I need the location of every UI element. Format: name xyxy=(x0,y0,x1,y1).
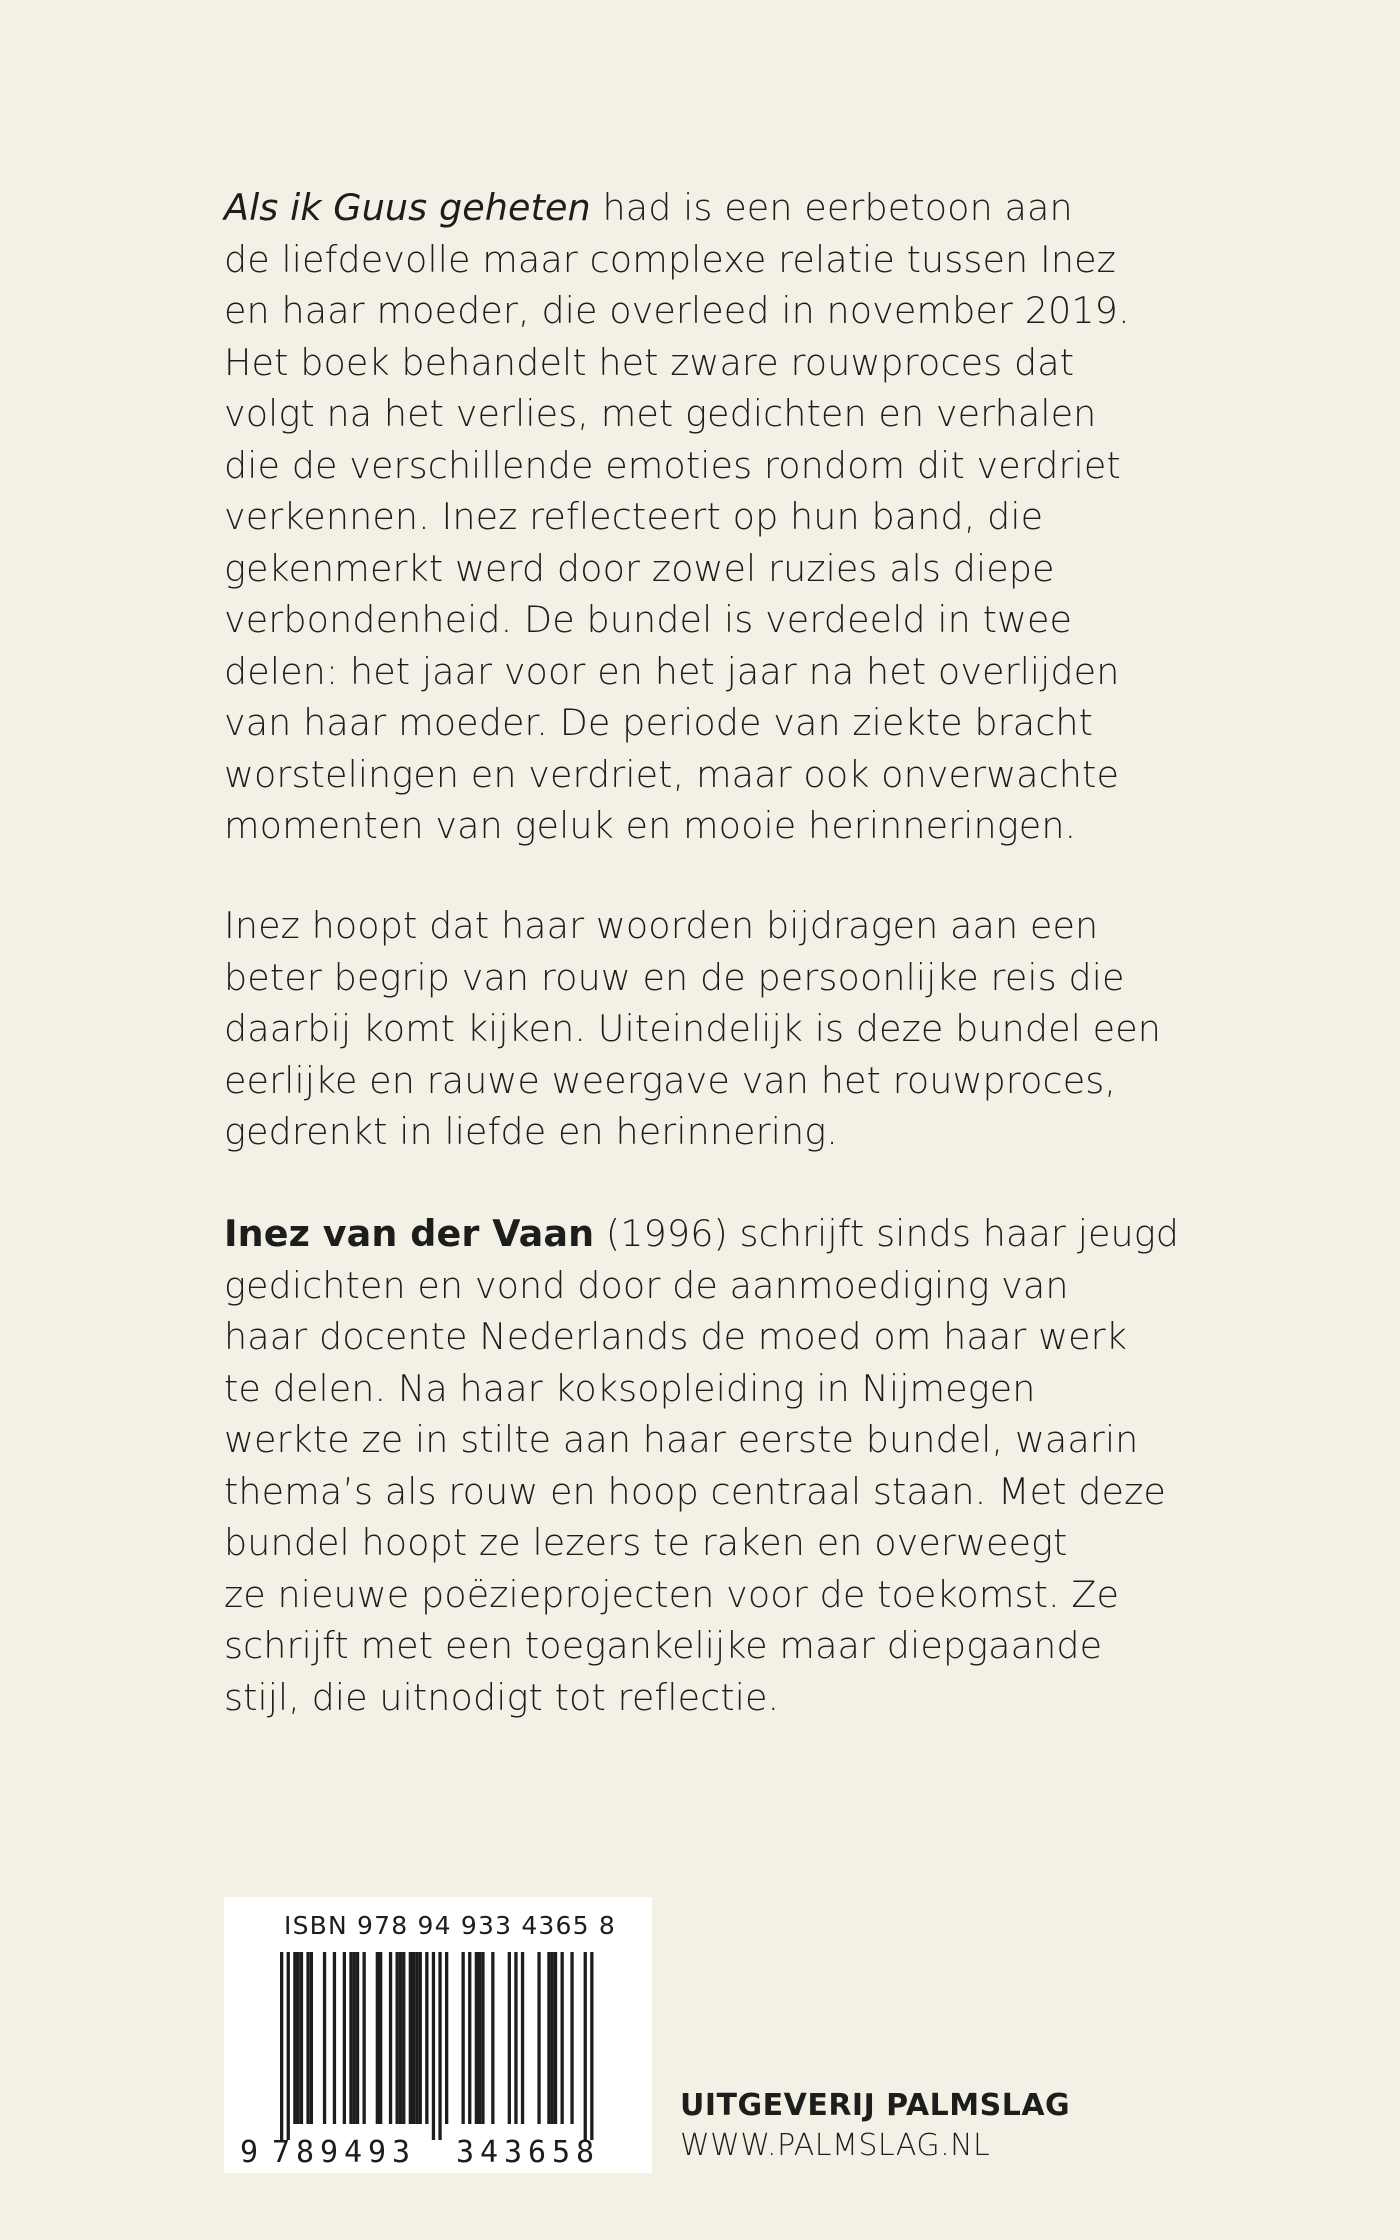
book-title: Als ik Guus geheten xyxy=(224,186,591,229)
barcode-bar xyxy=(491,1952,494,2124)
barcode-graphic xyxy=(224,1897,652,2173)
barcode-bar xyxy=(376,1952,379,2124)
barcode-bar xyxy=(293,1952,296,2124)
barcode-bar xyxy=(514,1952,517,2124)
barcode-bar xyxy=(551,1952,554,2124)
blurb-line: Het boek behandelt het zware rouwproces dat xyxy=(224,340,1075,384)
blurb-paragraph-2 xyxy=(224,900,1204,1158)
barcode-bar xyxy=(508,1952,511,2124)
blurb-line: Inez hoopt dat haar woorden bijdragen aan een xyxy=(224,904,1099,947)
blurb-line: Inez van der Vaan (1996) schrijft sinds haar jeugd xyxy=(224,1212,1180,1255)
barcode-bar xyxy=(415,1952,418,2124)
blurb-line: verkennen. Inez reflecteert op hun band, die xyxy=(224,495,1044,538)
barcode-bar xyxy=(323,1952,326,2124)
blurb-line: eerlijke en rauwe weergave van het rouwproces, xyxy=(224,1058,1117,1102)
barcode-bar xyxy=(561,1952,564,2124)
blurb-line: worstelingen en verdriet, maar ook onverwachte xyxy=(224,752,1119,796)
blurb-line: thema’s als rouw en hoop centraal staan. Met deze xyxy=(224,1469,1166,1513)
barcode-digits-left: 789493 xyxy=(272,2135,410,2170)
blurb-line: gedichten en vond door de aanmoediging van xyxy=(224,1263,1069,1307)
blurb-line: beter begrip van rouw en de persoonlijke reis die xyxy=(224,955,1125,999)
barcode-bar xyxy=(343,1952,346,2124)
blurb-line: bundel hoopt ze lezers te raken en overweegt xyxy=(224,1521,1068,1564)
barcode-bar xyxy=(379,1952,382,2124)
barcode-bar xyxy=(478,1952,481,2124)
barcode-bar xyxy=(349,1952,352,2124)
publisher-url[interactable]: WWW.PALMSLAG.NL xyxy=(680,2128,991,2163)
barcode-bar xyxy=(306,1952,309,2124)
barcode-bar xyxy=(590,1952,593,2140)
isbn-label: ISBN 978 94 933 4365 8 xyxy=(284,1911,617,1940)
blurb-line: die de verschillende emoties rondom dit verdriet xyxy=(224,443,1121,487)
barcode-bar xyxy=(570,1952,573,2124)
barcode-bar xyxy=(287,1952,290,2140)
barcode-bar xyxy=(280,1952,283,2140)
barcode-bar xyxy=(396,1952,399,2124)
barcode-bar xyxy=(297,1952,300,2124)
blurb-line: stijl, die uitnodigt tot reflectie. xyxy=(224,1675,780,1719)
barcode-bar xyxy=(584,1952,587,2140)
blurb-line: te delen. Na haar koksopleiding in Nijmegen xyxy=(224,1366,1036,1410)
barcode-bar xyxy=(438,1952,441,2140)
barcode-bar xyxy=(389,1952,392,2124)
blurb-line: de liefdevolle maar complexe relatie tussen Inez xyxy=(224,237,1116,281)
barcode-bar xyxy=(432,1952,435,2140)
isbn-barcode xyxy=(224,1897,652,2173)
blurb-line: daarbij komt kijken. Uiteindelijk is deze bundel een xyxy=(224,1007,1161,1050)
blurb-line: en haar moeder, die overleed in november 2019. xyxy=(224,289,1130,332)
barcode-bar xyxy=(425,1952,428,2124)
barcode-bar xyxy=(419,1952,422,2124)
barcode-bar xyxy=(356,1952,359,2124)
barcode-bar xyxy=(481,1952,484,2124)
blurb-line: haar docente Nederlands de moed om haar werk xyxy=(224,1315,1127,1358)
blurb-line: verbondenheid. De bundel is verdeeld in twee xyxy=(224,598,1073,641)
blurb-line: ze nieuwe poëzieprojecten voor de toekomst. Ze xyxy=(224,1572,1120,1616)
barcode-bar xyxy=(363,1952,366,2124)
barcode-bar xyxy=(412,1952,415,2124)
barcode-bar xyxy=(333,1952,336,2124)
publisher-info xyxy=(680,2086,1070,2166)
blurb-line: schrijft met een toegankelijke maar diepgaande xyxy=(224,1624,1103,1667)
barcode-bar xyxy=(521,1952,524,2124)
blurb-line: momenten van geluk en mooie herinneringen. xyxy=(224,804,1077,847)
barcode-bar xyxy=(462,1952,465,2124)
barcode-bar xyxy=(547,1952,550,2124)
blurb-line: delen: het jaar voor en het jaar na het overlijden xyxy=(224,649,1120,693)
blurb-line: Als ik Guus geheten had is een eerbetoon aan xyxy=(224,186,1073,229)
barcode-bar xyxy=(468,1952,471,2124)
barcode-bar xyxy=(300,1952,303,2124)
barcode-bar xyxy=(402,1952,405,2124)
publisher-name: UITGEVERIJ PALMSLAG xyxy=(680,2088,1071,2123)
blurb-line: gekenmerkt werd door zowel ruzies als diepe xyxy=(224,546,1055,590)
barcode-digits-right: 343658 xyxy=(456,2135,594,2170)
barcode-digit-first: 9 xyxy=(240,2135,259,2170)
blurb-paragraph-1 xyxy=(224,182,1204,852)
barcode-bar xyxy=(537,1952,540,2124)
barcode-bar xyxy=(445,1952,448,2124)
barcode-bar xyxy=(399,1952,402,2124)
blurb-line: volgt na het verlies, met gedichten en verhalen xyxy=(224,392,1097,435)
author-name: Inez van der Vaan xyxy=(224,1212,595,1255)
blurb-line: gedrenkt in liefde en herinnering. xyxy=(224,1110,838,1153)
blurb-line: van haar moeder. De periode van ziekte bracht xyxy=(224,701,1094,744)
author-bio xyxy=(224,1208,1204,1723)
barcode-bar xyxy=(310,1952,313,2124)
blurb-line: werkte ze in stilte aan haar eerste bundel, waarin xyxy=(224,1418,1139,1461)
barcode-bar xyxy=(475,1952,478,2124)
barcode-bar xyxy=(353,1952,356,2124)
barcode-bar xyxy=(554,1952,557,2124)
barcode-bar xyxy=(409,1952,412,2124)
